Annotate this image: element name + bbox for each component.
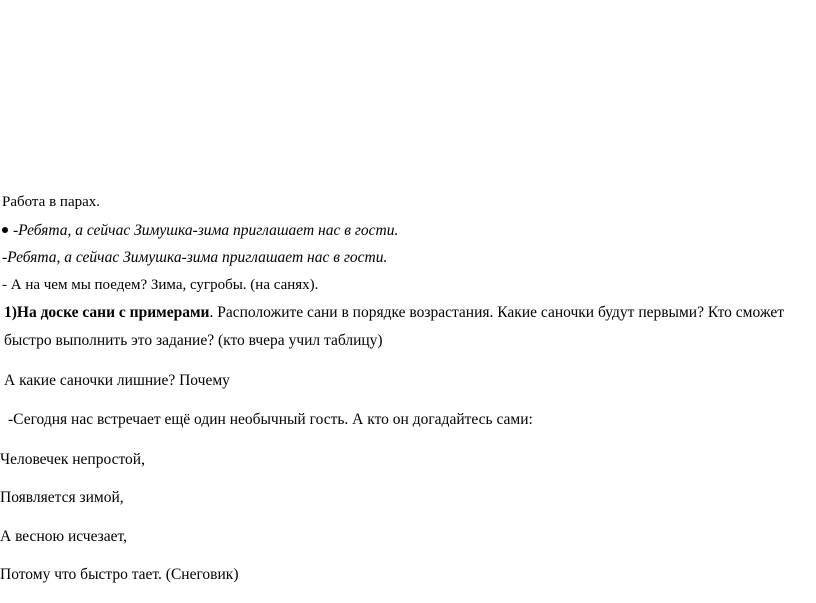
poem-line: Потому что быстро тает. (Снеговик) bbox=[0, 566, 239, 583]
pair-work-heading: Работа в парах. bbox=[2, 194, 101, 210]
extra-sleds-question: А какие саночки лишние? Почему bbox=[4, 372, 230, 389]
task-paragraph bbox=[4, 304, 784, 322]
task-number-bold: 1)На доске сани с примерами bbox=[4, 304, 210, 321]
bullet-paragraph bbox=[2, 222, 398, 240]
question-text: - А на чем мы поедем? Зима, сугробы. (на санях). bbox=[2, 277, 319, 293]
guest-riddle-intro: -Сегодня нас встречает ещё один необычный гость. А кто он догадайтесь сами: bbox=[8, 411, 533, 428]
poem-line: А весною исчезает, bbox=[0, 528, 128, 545]
poem-line: Появляется зимой, bbox=[0, 489, 124, 506]
bullet-icon bbox=[2, 227, 8, 233]
invitation-text: -Ребята, а сейчас Зимушка-зима приглашает нас в гости. bbox=[2, 249, 388, 266]
poem-line: Человечек непростой, bbox=[0, 451, 145, 468]
invitation-text-bullet: -Ребята, а сейчас Зимушка-зима приглашает нас в гости. bbox=[13, 222, 399, 239]
task-instructions: . Расположите сани в порядке возрастания. Какие саночки будут первыми? Кто сможет bbox=[209, 304, 784, 321]
task-continuation: быстро выполнить это задание? (кто вчера учил таблицу) bbox=[4, 332, 383, 349]
